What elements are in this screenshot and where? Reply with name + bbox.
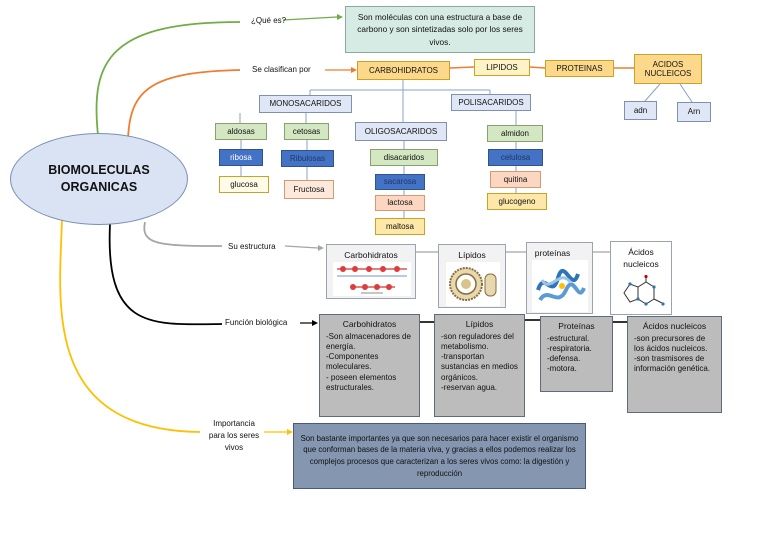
label-importancia: Importancia para los seres vivos bbox=[208, 419, 260, 452]
structure-acidos bbox=[610, 241, 672, 315]
node-celulosa-label: celulosa bbox=[500, 152, 531, 162]
node-polisacaridos bbox=[451, 94, 531, 111]
node-almidon-label: almidon bbox=[500, 128, 529, 138]
node-maltosa bbox=[375, 218, 425, 235]
label-que-es: ¿Qué es? bbox=[251, 16, 287, 25]
function-proteinas-line-2: -respiratoria. bbox=[547, 344, 592, 353]
node-ribosa bbox=[219, 149, 263, 166]
node-ribosa-label: ribosa bbox=[230, 152, 252, 162]
function-carbohidratos-line-1: -Son almacenadores de energía. bbox=[326, 331, 411, 351]
structure-carbohidratos bbox=[326, 244, 416, 299]
function-proteinas bbox=[540, 316, 613, 392]
node-sacarosa bbox=[375, 174, 425, 190]
label-se-clasifican: Se clasifican por bbox=[252, 65, 311, 74]
node-fructosa-label: Fructosa bbox=[293, 184, 325, 194]
class-proteinas-label: PROTEINAS bbox=[556, 63, 603, 73]
node-lactosa bbox=[375, 195, 425, 211]
node-quitina-label: quitina bbox=[503, 174, 528, 184]
node-glucogeno-label: glucogeno bbox=[498, 196, 536, 206]
node-celulosa bbox=[488, 149, 543, 166]
node-sacarosa-label: sacarosa bbox=[383, 177, 417, 187]
class-carbohidratos-label: CARBOHIDRATOS bbox=[368, 65, 439, 75]
node-glucogeno bbox=[487, 193, 547, 210]
node-lactosa-label: lactosa bbox=[387, 198, 413, 208]
function-proteinas-title: Proteínas bbox=[558, 321, 595, 331]
function-acidos-line-1: -son precursores de los ácidos nucleicos. bbox=[634, 333, 708, 353]
node-disacaridos-label: disacaridos bbox=[383, 152, 425, 162]
node-monosacaridos-label: MONOSACARIDOS bbox=[269, 99, 342, 109]
class-lipidos-label: LIPIDOS bbox=[486, 62, 518, 72]
branch-funcion bbox=[110, 224, 222, 324]
node-oligosacaridos bbox=[355, 122, 447, 141]
node-arn bbox=[677, 102, 711, 122]
class-lipidos bbox=[474, 59, 530, 76]
structure-proteinas-title: proteínas bbox=[534, 248, 571, 258]
central-topic bbox=[10, 133, 188, 225]
function-proteinas-line-1: -estructural. bbox=[547, 333, 590, 343]
function-lipidos-line-1: -son reguladores del metabolismo. bbox=[441, 331, 514, 351]
node-cetosas bbox=[284, 123, 329, 140]
node-aldosas-label: aldosas bbox=[227, 126, 255, 136]
function-carbohidratos-title: Carbohidratos bbox=[342, 319, 397, 329]
node-polisacaridos-label: POLISACARIDOS bbox=[458, 97, 524, 107]
importance-box bbox=[293, 423, 586, 489]
function-lipidos-line-2: -transportan sustancias en medios orgánicos. bbox=[441, 352, 518, 382]
node-glucosa bbox=[219, 176, 269, 193]
function-carbohidratos-line-3: - poseen elementos estructurales. bbox=[326, 372, 397, 392]
function-acidos-title: Ácidos nucleicos bbox=[642, 321, 707, 331]
branch-importancia bbox=[60, 218, 200, 432]
definition-text: Son moléculas con una estructura a base de carbono y son sintetizadas solo por los seres vivos. bbox=[357, 12, 523, 47]
function-lipidos-line-3: -reservan agua. bbox=[441, 382, 498, 392]
node-cetosas-label: cetosas bbox=[292, 126, 321, 136]
structure-acidos-title: Ácidos nucleicos bbox=[623, 247, 659, 269]
node-oligosacaridos-label: OLIGOSACARIDOS bbox=[364, 126, 438, 136]
node-fructosa bbox=[284, 180, 334, 199]
class-acidos-label: ACIDOS NUCLEICOS bbox=[644, 59, 692, 78]
node-arn-label: Arn bbox=[687, 107, 701, 117]
central-title: BIOMOLECULAS ORGANICAS bbox=[48, 162, 150, 194]
node-ribulosas bbox=[281, 150, 334, 167]
node-disacaridos bbox=[370, 149, 438, 166]
function-carbohidratos-line-2: -Componentes moleculares. bbox=[326, 352, 379, 372]
lipid-micelle-image bbox=[446, 262, 500, 306]
nucleobase-image bbox=[616, 275, 668, 313]
function-carbohidratos bbox=[319, 314, 420, 417]
structure-proteinas bbox=[526, 242, 593, 314]
node-quitina bbox=[490, 171, 541, 188]
structure-carbohidratos-title: Carbohidratos bbox=[344, 250, 398, 260]
label-su-estructura: Su estructura bbox=[228, 242, 276, 251]
node-ribulosas-label: Ribulosas bbox=[289, 153, 326, 163]
node-aldosas bbox=[215, 123, 267, 140]
label-funcion: Función biológica bbox=[225, 318, 288, 327]
importance-text: Son bastante importantes ya que son necesarios para hacer existir el organismo que conforman bases de la materia viva, y gracias a ellos podemos realizar los complejos procesos que caracterizan a los seres vivos como: la digestión y reproducción bbox=[300, 433, 579, 478]
structure-lipidos bbox=[438, 244, 506, 308]
class-acidos-nucleicos bbox=[634, 54, 702, 84]
node-maltosa-label: maltosa bbox=[385, 221, 414, 231]
function-proteinas-line-4: -motora. bbox=[547, 364, 577, 374]
definition-box bbox=[345, 6, 535, 53]
branch-estructura bbox=[144, 222, 222, 246]
node-monosacaridos bbox=[259, 95, 352, 113]
protein-structure-image bbox=[532, 260, 588, 312]
class-carbohidratos bbox=[357, 61, 450, 80]
node-almidon bbox=[487, 125, 543, 142]
function-lipidos bbox=[434, 314, 525, 417]
structure-lipidos-title: Lípidos bbox=[458, 250, 486, 260]
class-proteinas bbox=[545, 60, 614, 77]
function-acidos bbox=[627, 316, 722, 413]
carbohydrate-chain-image bbox=[333, 262, 411, 296]
function-proteinas-line-3: -defensa. bbox=[547, 354, 581, 364]
node-adn-label: adn bbox=[633, 105, 648, 115]
function-acidos-line-2: -son trasmisores de información genética. bbox=[634, 354, 711, 374]
function-lipidos-title: Lípidos bbox=[465, 319, 494, 329]
node-glucosa-label: glucosa bbox=[230, 179, 258, 189]
node-adn bbox=[624, 101, 657, 120]
